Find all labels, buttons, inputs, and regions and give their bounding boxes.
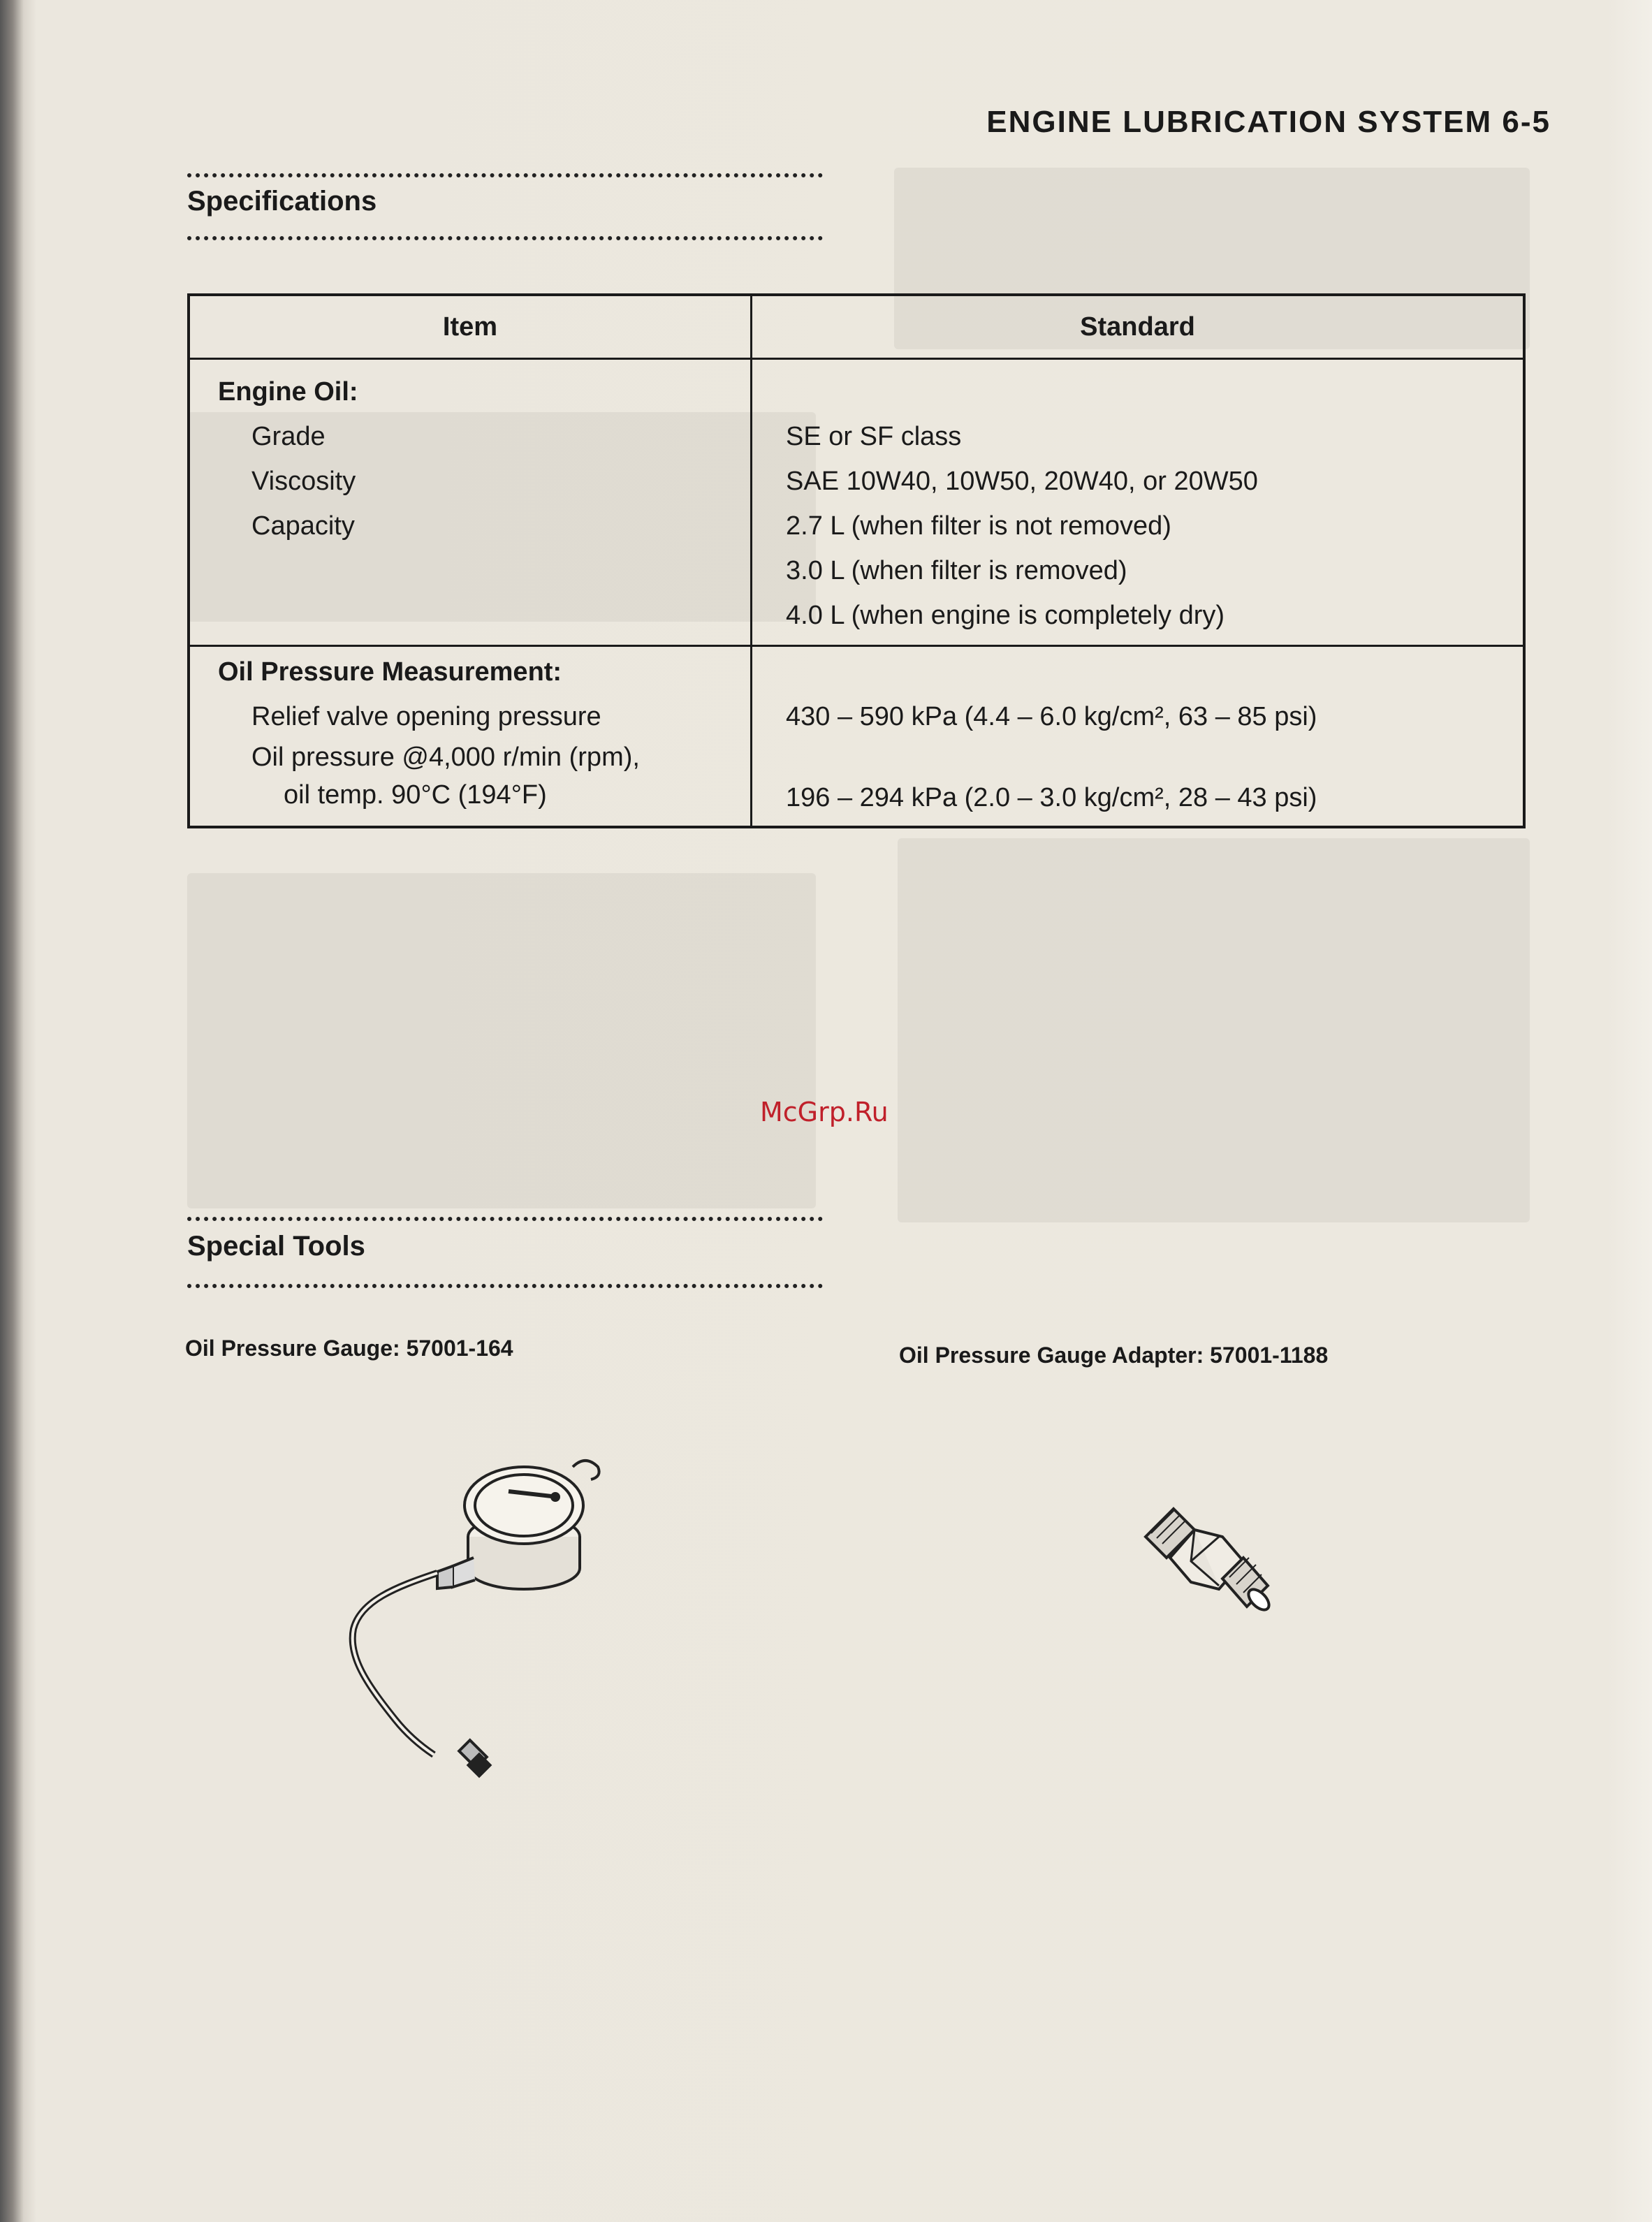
item-oil-pressure: Oil pressure @4,000 r/min (rpm), [251, 743, 640, 772]
group-title-engine-oil: Engine Oil: [218, 377, 358, 407]
dotted-divider [187, 236, 823, 240]
item-relief-valve: Relief valve opening pressure [251, 702, 601, 731]
value-capacity-3: 4.0 L (when engine is completely dry) [786, 601, 1225, 630]
value-oil-pressure: 196 – 294 kPa (2.0 – 3.0 kg/cm², 28 – 43 psi) [786, 783, 1317, 812]
page-header: ENGINE LUBRICATION SYSTEM 6-5 [986, 105, 1551, 139]
item-cell [189, 359, 752, 646]
item-oil-temp: oil temp. 90°C (194°F) [284, 780, 547, 810]
item-cell [189, 646, 752, 828]
gauge-adapter-icon [1132, 1495, 1271, 1621]
specifications-table [187, 293, 1526, 828]
value-capacity-2: 3.0 L (when filter is removed) [786, 556, 1127, 585]
dotted-divider [187, 1284, 823, 1288]
item-capacity: Capacity [251, 511, 355, 541]
bleed-through-area [898, 838, 1530, 1222]
value-relief-valve: 430 – 590 kPa (4.4 – 6.0 kg/cm², 63 – 85 psi) [786, 702, 1317, 731]
special-tools-heading: Special Tools [187, 1231, 365, 1262]
dotted-divider [187, 1217, 823, 1221]
value-capacity-1: 2.7 L (when filter is not removed) [786, 511, 1171, 541]
oil-pressure-gauge-icon [363, 1453, 657, 1774]
value-grade: SE or SF class [786, 422, 962, 451]
dotted-divider [187, 173, 823, 177]
standard-cell [752, 359, 1525, 646]
group-title-oil-pressure: Oil Pressure Measurement: [218, 657, 562, 687]
standard-cell [752, 646, 1525, 828]
table-header-row [189, 295, 1524, 359]
tool-label-gauge: Oil Pressure Gauge: 57001-164 [185, 1336, 513, 1361]
item-grade: Grade [251, 422, 326, 451]
table-row-engine-oil [189, 359, 1524, 646]
watermark: McGrp.Ru [760, 1097, 889, 1127]
tool-label-adapter: Oil Pressure Gauge Adapter: 57001-1188 [899, 1343, 1329, 1368]
value-viscosity: SAE 10W40, 10W50, 20W40, or 20W50 [786, 467, 1258, 496]
column-header-item: Item [189, 295, 752, 359]
item-viscosity: Viscosity [251, 467, 356, 496]
bleed-through-area [187, 873, 816, 1208]
column-header-standard: Standard [752, 295, 1525, 359]
specifications-heading: Specifications [187, 186, 377, 217]
table-row-oil-pressure [189, 646, 1524, 828]
